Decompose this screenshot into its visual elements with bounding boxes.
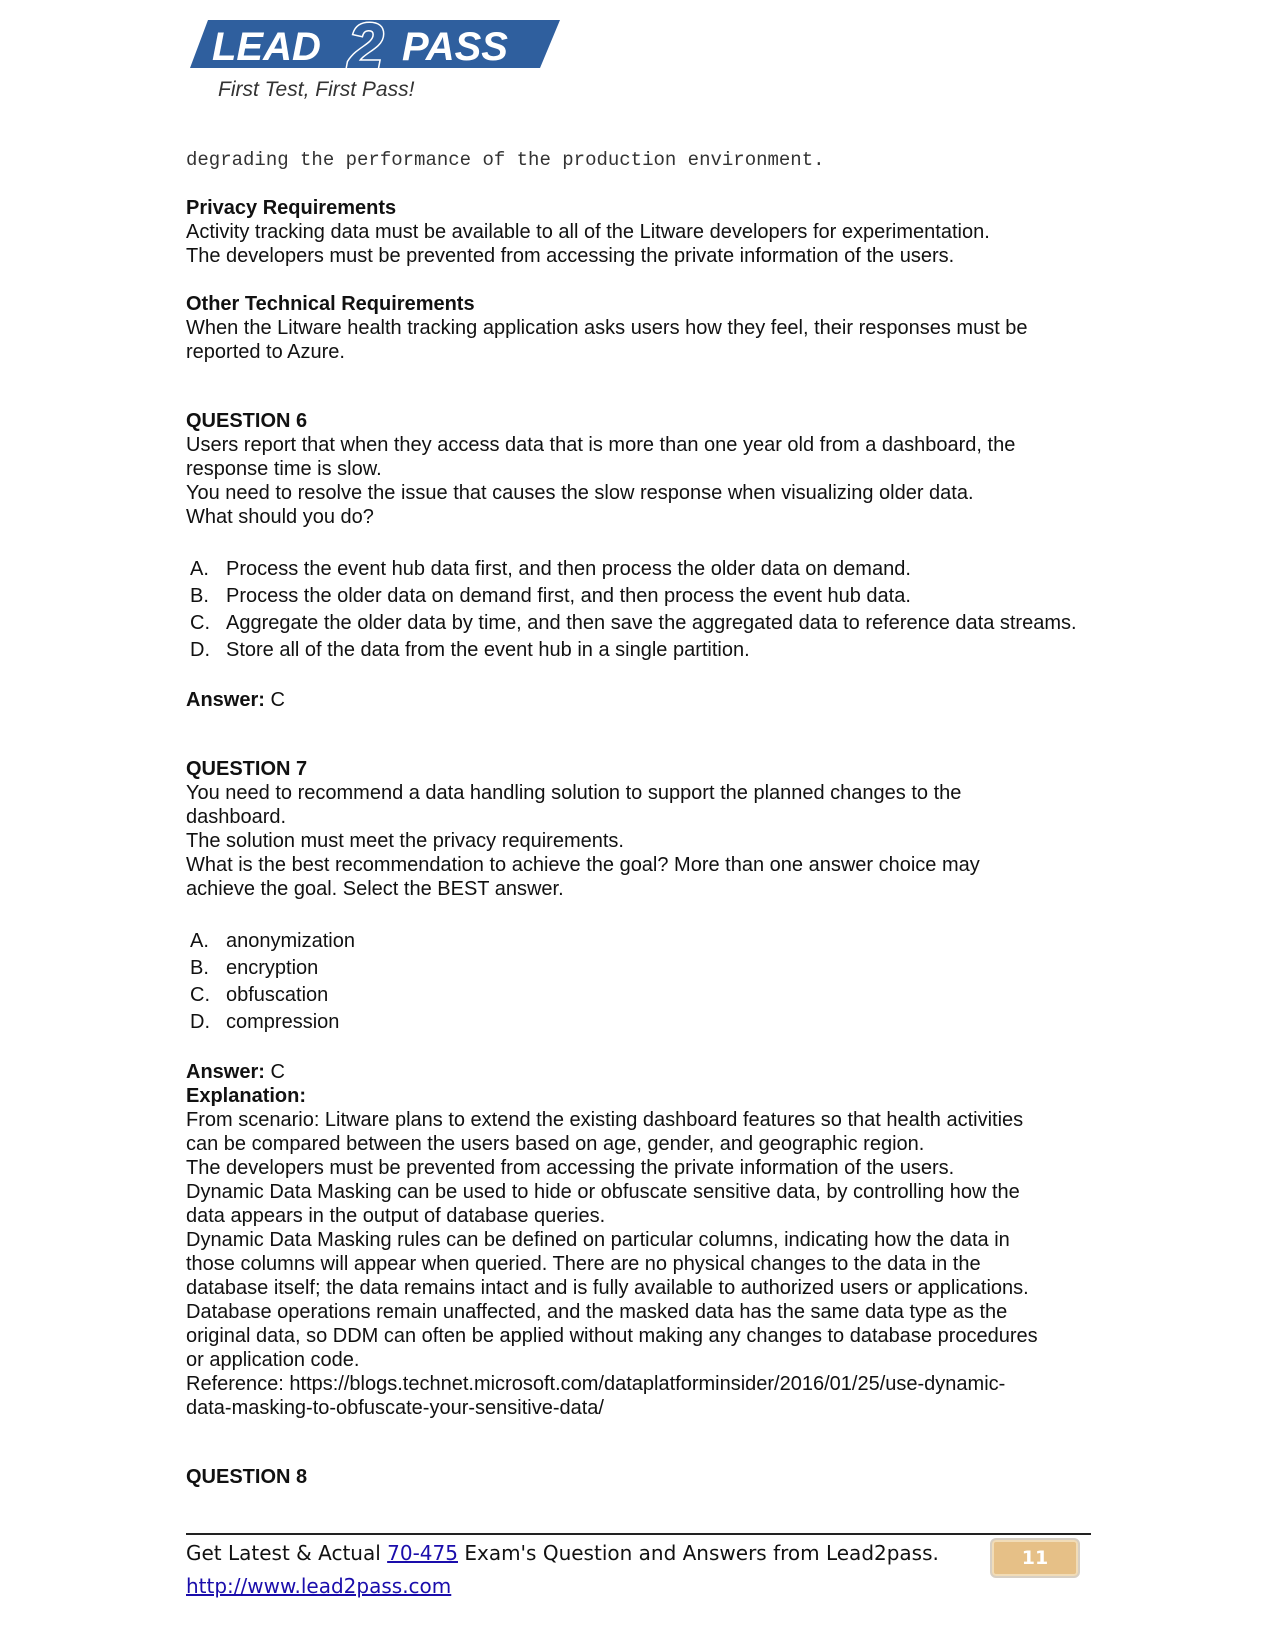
question-8-heading: QUESTION 8 <box>186 1466 308 1488</box>
option-item <box>186 982 1116 1009</box>
question-6-heading: QUESTION 6 <box>186 410 308 432</box>
question-6-answer <box>186 688 1116 712</box>
question-7-text: dashboard. <box>186 806 287 828</box>
privacy-heading: Privacy Requirements <box>186 197 397 219</box>
answer-value: C <box>264 1061 285 1083</box>
explanation-line: original data, so DDM can often be applied without making any changes to database procedures <box>186 1325 1038 1347</box>
option-letter: D. <box>190 1011 210 1033</box>
site-link[interactable]: http://www.lead2pass.com <box>186 1574 452 1598</box>
explanation-line: The developers must be prevented from accessing the private information of the users. <box>186 1157 955 1179</box>
option-text: Store all of the data from the event hub in a single partition. <box>226 639 750 661</box>
question-6-text: You need to resolve the issue that causes the slow response when visualizing older data. <box>186 482 974 504</box>
option-item <box>186 928 1116 955</box>
footer-divider <box>186 1533 1091 1535</box>
option-item <box>186 583 1116 610</box>
option-text: compression <box>226 1011 340 1033</box>
logo-word-left: LEAD <box>212 25 321 69</box>
explanation-line: those columns will appear when queried. There are no physical changes to the data in the <box>186 1253 981 1275</box>
intro-line: degrading the performance of the production environment. <box>186 149 825 171</box>
answer-label: Answer: <box>186 689 265 711</box>
option-item <box>186 610 1116 637</box>
option-text: encryption <box>226 957 319 979</box>
other-requirements-heading: Other Technical Requirements <box>186 293 475 315</box>
privacy-line: Activity tracking data must be available to all of the Litware developers for experimentation. <box>186 221 990 243</box>
answer-label: Answer: <box>186 1061 265 1083</box>
exam-code-link[interactable]: 70-475 <box>387 1541 458 1565</box>
option-letter: A. <box>190 930 209 952</box>
question-7-options <box>186 928 1116 1036</box>
option-letter: B. <box>190 957 209 979</box>
lead2pass-logo <box>190 6 580 106</box>
question-7-heading: QUESTION 7 <box>186 758 308 780</box>
question-7-text: achieve the goal. Select the BEST answer. <box>186 878 564 900</box>
reference-line: Reference: https://blogs.technet.microsoft.com/dataplatforminsider/2016/01/25/use-dynamic- <box>186 1373 1006 1395</box>
option-item <box>186 955 1116 982</box>
option-item <box>186 637 1116 664</box>
option-letter: D. <box>190 639 210 661</box>
question-6-options <box>186 556 1116 664</box>
option-text: anonymization <box>226 930 355 952</box>
other-requirements-line: reported to Azure. <box>186 341 345 363</box>
logo-tagline: First Test, First Pass! <box>218 78 415 101</box>
logo-number: 2 <box>348 10 384 82</box>
option-letter: A. <box>190 558 209 580</box>
footer-site <box>186 1572 1091 1601</box>
option-letter: C. <box>190 612 210 634</box>
logo-word-right: PASS <box>402 25 508 69</box>
explanation-line: Dynamic Data Masking rules can be defined on particular columns, indicating how the data in <box>186 1229 1010 1251</box>
footer-text-after: Exam's Question and Answers from Lead2pass. <box>457 1541 939 1565</box>
explanation-line: data appears in the output of database queries. <box>186 1205 606 1227</box>
other-requirements-line: When the Litware health tracking application asks users how they feel, their responses must be <box>186 317 1028 339</box>
reference-line: data-masking-to-obfuscate-your-sensitive-data/ <box>186 1397 604 1419</box>
question-6-text: response time is slow. <box>186 458 382 480</box>
question-7-text: The solution must meet the privacy requirements. <box>186 830 624 852</box>
question-7-text: You need to recommend a data handling solution to support the planned changes to the <box>186 782 962 804</box>
explanation-line: or application code. <box>186 1349 360 1371</box>
explanation-line: From scenario: Litware plans to extend the existing dashboard features so that health activities <box>186 1109 1024 1131</box>
question-6-text: Users report that when they access data that is more than one year old from a dashboard, the <box>186 434 1016 456</box>
explanation-label: Explanation: <box>186 1085 307 1107</box>
explanation-line: Database operations remain unaffected, and the masked data has the same data type as the <box>186 1301 1008 1323</box>
option-letter: C. <box>190 984 210 1006</box>
option-text: Process the older data on demand first, and then process the event hub data. <box>226 585 911 607</box>
footer-promo <box>186 1539 1091 1568</box>
option-item <box>186 1009 1116 1036</box>
answer-value: C <box>264 689 285 711</box>
footer-text-before: Get Latest & Actual <box>186 1541 388 1565</box>
question-6-text: What should you do? <box>186 506 374 528</box>
page-footer <box>186 1533 1091 1601</box>
option-text: Aggregate the older data by time, and then save the aggregated data to reference data streams. <box>226 612 1077 634</box>
explanation-line: can be compared between the users based on age, gender, and geographic region. <box>186 1133 925 1155</box>
option-text: Process the event hub data first, and then process the older data on demand. <box>226 558 911 580</box>
option-letter: B. <box>190 585 209 607</box>
privacy-line: The developers must be prevented from accessing the private information of the users. <box>186 245 955 267</box>
document-body <box>186 148 1116 1489</box>
explanation-line: Dynamic Data Masking can be used to hide or obfuscate sensitive data, by controlling how the <box>186 1181 1020 1203</box>
option-item <box>186 556 1116 583</box>
question-7-text: What is the best recommendation to achieve the goal? More than one answer choice may <box>186 854 980 876</box>
page-number-badge: 11 <box>990 1538 1080 1578</box>
explanation-line: database itself; the data remains intact and is fully available to authorized users or applications. <box>186 1277 1029 1299</box>
option-text: obfuscation <box>226 984 329 1006</box>
question-7-answer <box>186 1060 1116 1084</box>
